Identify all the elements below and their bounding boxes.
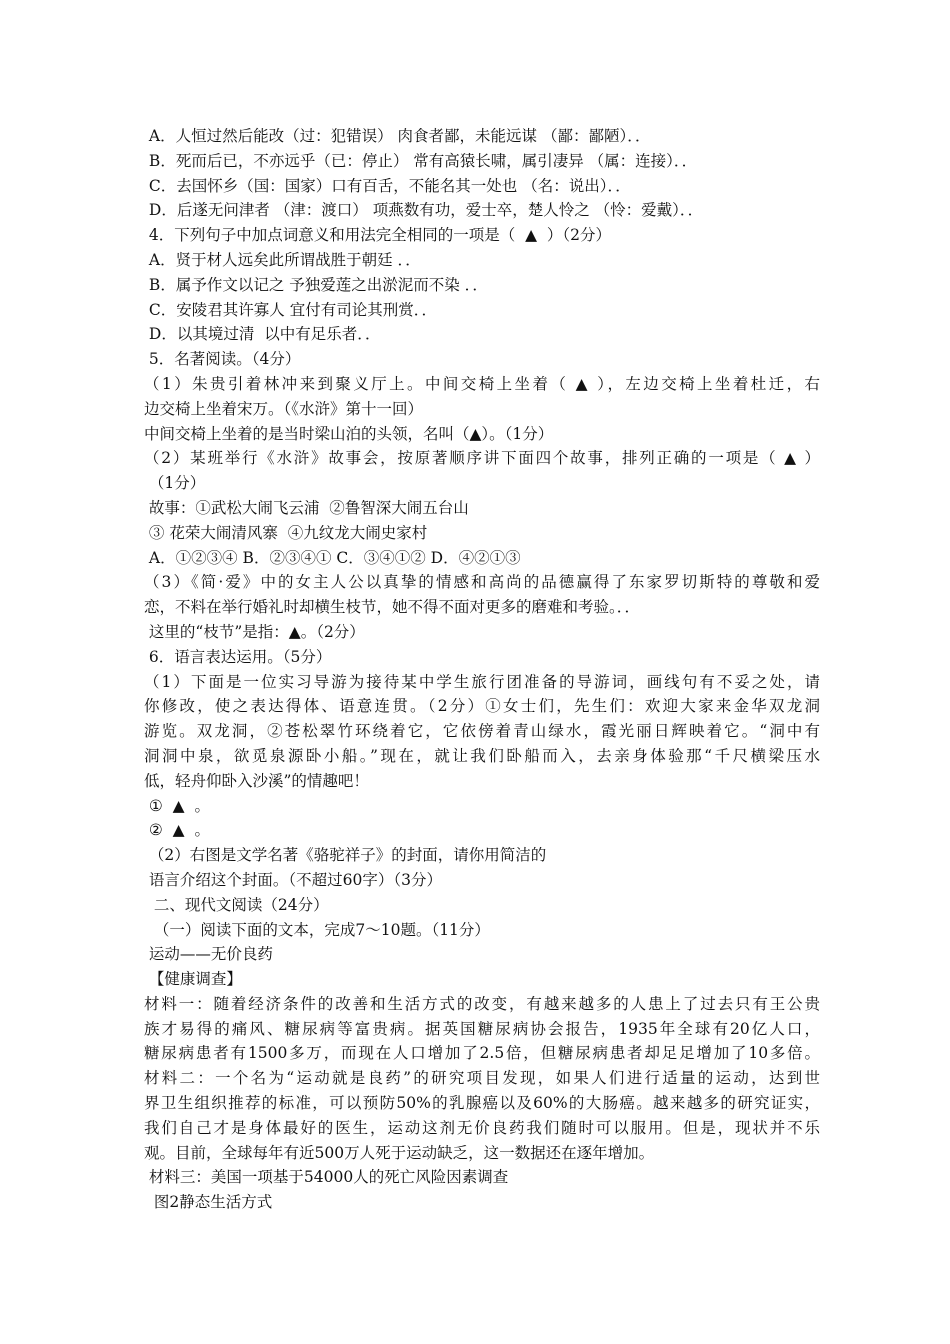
text-line: 游览。双龙洞，②苍松翠竹环绕着它，它依傍着青山绿水，霞光丽日辉映着它。“洞中有: [144, 722, 820, 741]
text-line: 低，轻舟仰卧入沙溪”的情趣吧！: [144, 771, 369, 790]
text-line: （2）右图是文学名著《骆驼祥子》的封面，请你用简洁的: [144, 846, 547, 865]
text-line: （2）某班举行《水浒》故事会，按原著顺序讲下面四个故事，排列正确的一项是（ ▲ ）: [144, 449, 820, 468]
text-line: B．属予作文以记之 予独爱莲之出淤泥而不染 ．．: [144, 275, 488, 294]
text-line: 故事：①武松大闹飞云浦 ②鲁智深大闹五台山: [144, 498, 469, 517]
text-line: A．贤于材人远矣此所谓战胜于朝廷 ．．: [144, 250, 421, 269]
text-line: 中间交椅上坐着的是当时梁山泊的头领，名叫（▲）。（1分）: [144, 424, 554, 443]
text-line: 观。目前，全球每年有近500万人死于运动缺乏，这一数据还在逐年增加。: [144, 1143, 655, 1162]
text-line: （3）《简·爱》中的女主人公以真挚的情感和高尚的品德赢得了东家罗切斯特的尊敬和爱: [144, 573, 820, 592]
document-page: [144, 124, 820, 1215]
figure-caption: 图2静态生活方式: [144, 1193, 273, 1212]
text-line: 5．名著阅读。（4分）: [144, 350, 301, 369]
text-line: 界卫生组织推荐的标准，可以预防50%的乳腺癌以及60%的大肠癌。越来越多的研究证实，: [144, 1094, 820, 1113]
text-line: 洞洞中泉，欲觅泉源卧小船。”现在，就让我们卧船而入，去亲身体验那“千尺横梁压水: [144, 746, 820, 765]
text-line: 这里的“枝节”是指：▲。（2分）: [144, 622, 365, 641]
text-line: 【健康调查】: [144, 970, 242, 989]
text-line: D．后遂无问津者 （津：渡口） 项燕数有功，爱士卒，楚人怜之 （怜：爱戴）．．: [144, 201, 704, 220]
text-line: ① ▲ 。: [144, 796, 210, 815]
text-line: （一）阅读下面的文本，完成7～10题。（11分）: [144, 920, 490, 939]
text-line: 族才易得的痛风、糖尿病等富贵病。据英国糖尿病协会报告，1935年全球有20亿人口，: [144, 1019, 820, 1038]
text-line: （1）下面是一位实习导游为接待某中学生旅行团准备的导游词，画线句有不妥之处，请: [144, 672, 820, 691]
text-line: ② ▲ 。: [144, 821, 210, 840]
text-line: D．以其境过清 以中有足乐者．．: [144, 325, 381, 344]
text-line: 4．下列句子中加点词意义和用法完全相同的一项是（ ▲ ）（2分）: [144, 226, 612, 245]
text-line: 我们自己才是身体最好的医生，运动这剂无价良药我们随时可以服用。但是，现状并不乐: [144, 1118, 820, 1137]
text-line: C．去国怀乡（国：国家）口有百舌，不能名其一处也 （名：说出）．．: [144, 176, 631, 195]
text-line: B．死而后已，不亦远乎（已：停止） 常有高猿长啸，属引凄异 （属：连接）．．: [144, 151, 698, 170]
article-title: 运动——无价良药: [144, 945, 273, 964]
text-line: 材料二：一个名为“运动就是良药”的研究项目发现，如果人们进行适量的运动，达到世: [144, 1069, 820, 1088]
text-line: 材料三：美国一项基于54000人的死亡风险因素调查: [144, 1168, 509, 1187]
text-line: C．安陵君其许寡人 宜付有司论其刑赏．．: [144, 300, 437, 319]
text-line: A．①②③④ B．②③④① C．③④①② D．④②①③: [144, 548, 521, 567]
text-line: （1分）: [144, 474, 206, 493]
text-line: 6．语言表达运用。（5分）: [144, 647, 332, 666]
text-line: A．人恒过然后能改（过：犯错误） 肉食者鄙，未能远谋 （鄙：鄙陋）．．: [144, 127, 651, 145]
text-line: 恋，不料在举行婚礼时却横生枝节，她不得不面对更多的磨难和考验。．．: [144, 598, 641, 617]
text-line: 边交椅上坐着宋万。（《水浒》第十一回）: [144, 399, 424, 418]
section-heading: 二、现代文阅读（24分）: [144, 895, 329, 914]
text-line: 你修改，使之表达得体、语意连贯。（2分）①女士们，先生们：欢迎大家来金华双龙洞: [144, 697, 820, 716]
text-line: 糖尿病患者有1500多万，而现在人口增加了2.5倍，但糖尿病患者却足足增加了10多倍。: [144, 1044, 820, 1063]
text-line: 材料一：随着经济条件的改善和生活方式的改变，有越来越多的人患上了过去只有王公贵: [144, 994, 820, 1013]
text-line: ③ 花荣大闹清风寨 ④九纹龙大闹史家村: [144, 523, 428, 542]
text-line: （1）朱贵引着林冲来到聚义厅上。中间交椅上坐着（ ▲ ），左边交椅上坐着杜迁，右: [144, 374, 820, 393]
text-line: 语言介绍这个封面。（不超过60字）（3分）: [144, 870, 443, 889]
